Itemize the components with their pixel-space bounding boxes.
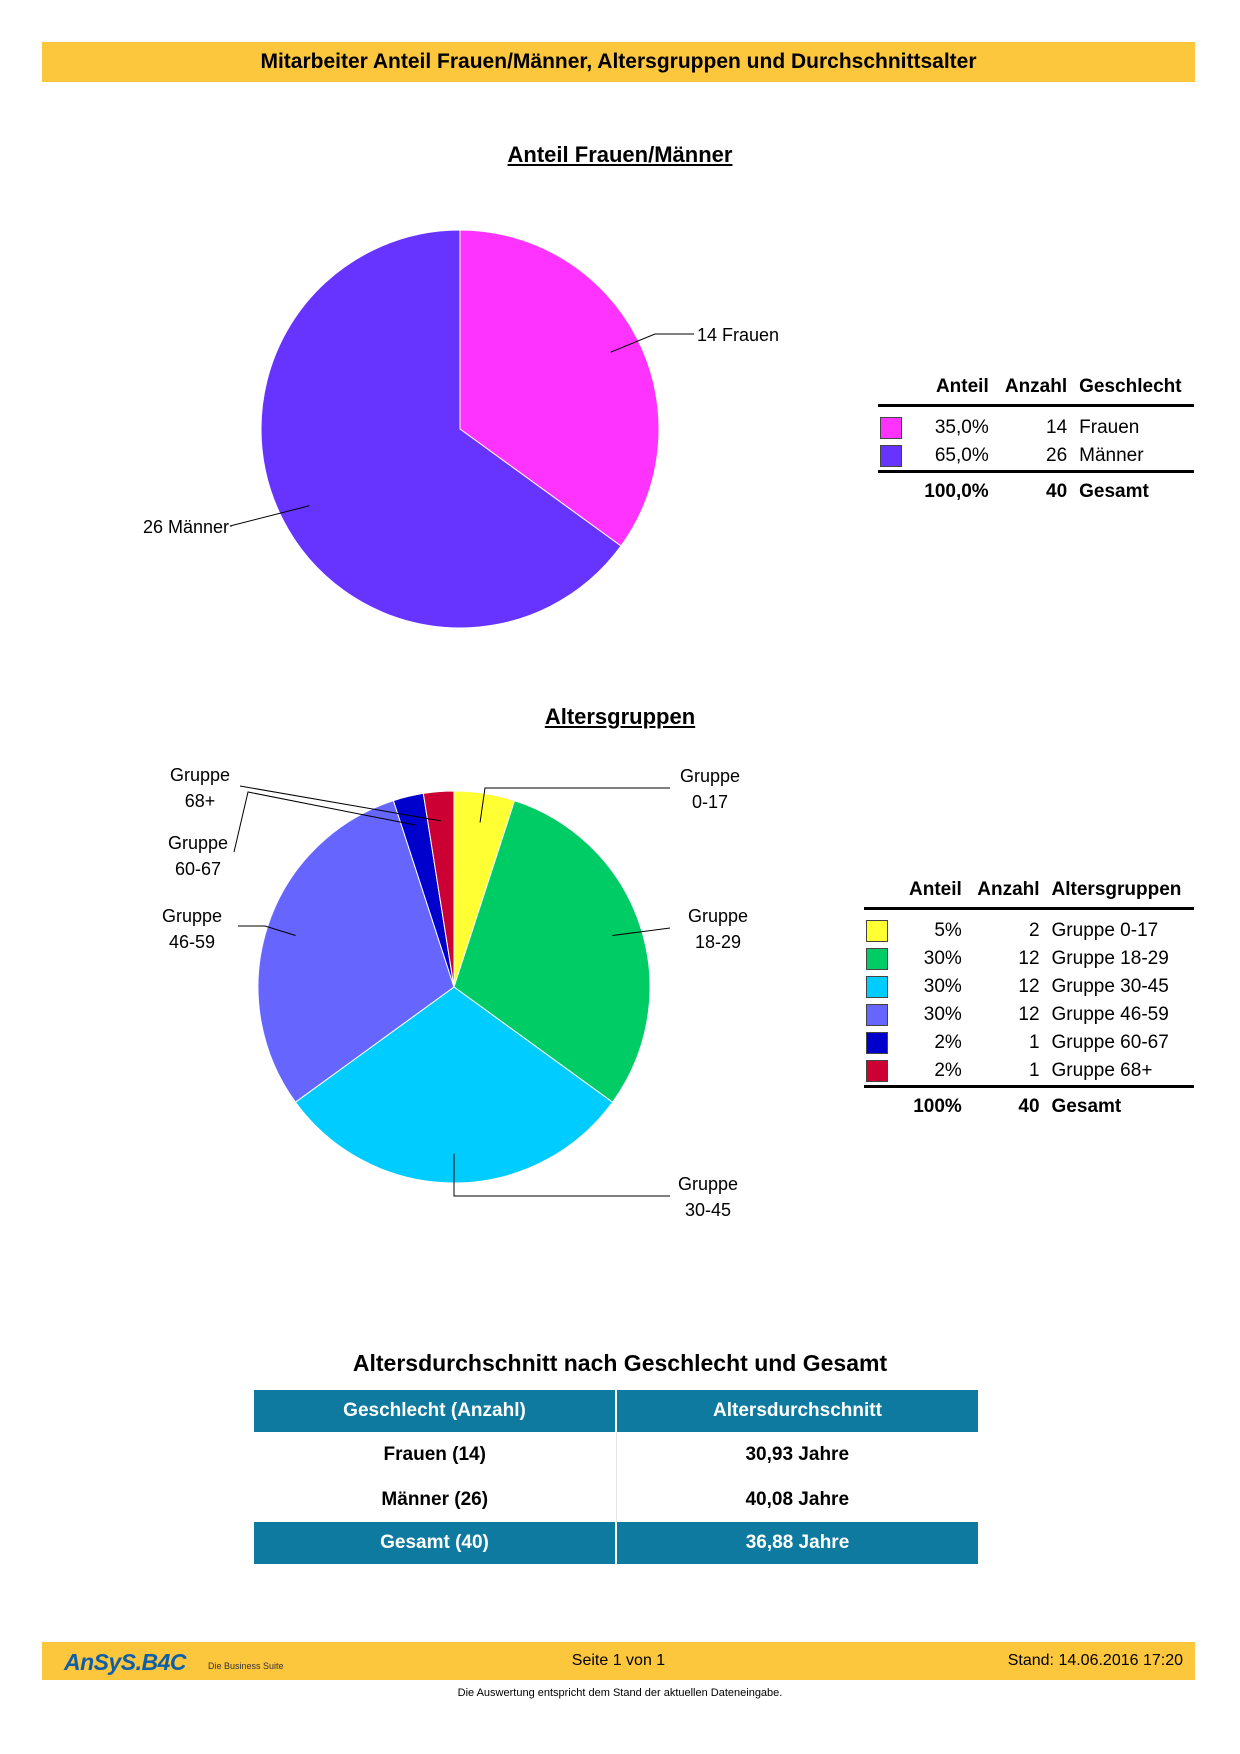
legend-header-anteil: Anteil xyxy=(914,374,995,406)
avg-total-group: Gesamt (40) xyxy=(254,1522,616,1564)
legend-row xyxy=(864,1001,1194,1029)
legend-header-geschlecht: Geschlecht xyxy=(1073,374,1194,406)
pie-label-1: Gruppe xyxy=(687,906,749,926)
legend-row xyxy=(864,973,1194,1001)
legend-total-anteil: 100,0% xyxy=(914,472,995,507)
pie-label-2: 30-45 xyxy=(684,1200,732,1220)
legend-anteil: 30% xyxy=(923,976,962,997)
legend-anzahl: 1 xyxy=(1028,1032,1040,1053)
footer-bar xyxy=(42,1642,1195,1680)
legend-anteil: 65,0% xyxy=(934,445,989,466)
legend-header-anzahl: Anzahl xyxy=(995,374,1073,406)
legend-row xyxy=(864,945,1194,973)
legend-header-anzahl: Anzahl xyxy=(968,877,1046,909)
avg-group: Männer (26) xyxy=(254,1477,616,1522)
report-title: Mitarbeiter Anteil Frauen/Männer, Altersgruppen und Durchschnittsalter xyxy=(260,50,977,73)
avg-header-value: Altersdurchschnitt xyxy=(616,1390,978,1432)
legend-swatch xyxy=(866,976,888,998)
pie-label-5: Gruppe xyxy=(169,765,231,785)
legend-anzahl: 1 xyxy=(1028,1060,1040,1081)
legend-anzahl: 12 xyxy=(1018,948,1040,969)
legend-total-anteil: 100% xyxy=(900,1087,968,1122)
pie-label-3: Gruppe xyxy=(161,906,223,926)
legend-total-name: Gesamt xyxy=(1046,1087,1194,1122)
avg-value: 30,93 Jahre xyxy=(745,1443,850,1465)
legend-name: Gruppe 68+ xyxy=(1051,1060,1153,1081)
legend-anzahl: 12 xyxy=(1018,1004,1040,1025)
legend-row xyxy=(864,909,1194,946)
legend-anzahl: 12 xyxy=(1018,976,1040,997)
legend-name: Frauen xyxy=(1079,417,1140,438)
legend-header-spacer xyxy=(864,877,900,909)
legend-total-name: Gesamt xyxy=(1073,472,1194,507)
legend-name: Gruppe 18-29 xyxy=(1051,948,1169,969)
legend-anteil: 2% xyxy=(934,1032,962,1053)
legend-header-anteil: Anteil xyxy=(900,877,968,909)
avg-row-total xyxy=(254,1522,978,1564)
pie-label-0: 0-17 xyxy=(691,792,729,812)
pie-label-3: 46-59 xyxy=(168,932,216,952)
pie-label-4: Gruppe xyxy=(167,833,229,853)
pie-label-5: 68+ xyxy=(184,791,216,811)
legend-row xyxy=(864,1057,1194,1087)
legend-swatch xyxy=(866,948,888,970)
avg-group: Frauen (14) xyxy=(254,1432,616,1477)
average-table-title: Altersdurchschnitt nach Geschlecht und Gesamt xyxy=(352,1350,888,1376)
legend-header-altersgruppen: Altersgruppen xyxy=(1046,877,1194,909)
pie-label-1: 26 Männer xyxy=(142,517,229,537)
legend-swatch xyxy=(866,1004,888,1026)
pie-label-0: Gruppe xyxy=(679,766,741,786)
report-timestamp: Stand: 14.06.2016 17:20 xyxy=(1007,1652,1183,1669)
legend-row xyxy=(864,1029,1194,1057)
legend-anteil: 5% xyxy=(934,920,962,941)
footer-tagline: Die Business Suite xyxy=(208,1661,284,1671)
avg-total-value: 36,88 Jahre xyxy=(616,1522,978,1564)
legend-swatch xyxy=(866,920,888,942)
gender-chart-title: Anteil Frauen/Männer xyxy=(507,142,733,167)
legend-anzahl: 26 xyxy=(1046,445,1068,466)
pie-label-4: 60-67 xyxy=(174,859,222,879)
avg-header-group: Geschlecht (Anzahl) xyxy=(254,1390,616,1432)
legend-anzahl: 14 xyxy=(1046,417,1068,438)
legend-anteil: 30% xyxy=(923,1004,962,1025)
footer-note: Die Auswertung entspricht dem Stand der aktuellen Dateneingabe. xyxy=(457,1687,783,1699)
legend-swatch xyxy=(866,1032,888,1054)
legend-total-row xyxy=(864,1087,1194,1122)
age-legend-table xyxy=(864,877,1194,1121)
pie-label-0: 14 Frauen xyxy=(697,325,780,345)
legend-name: Gruppe 60-67 xyxy=(1051,1032,1169,1053)
legend-swatch xyxy=(866,1060,888,1082)
legend-anteil: 35,0% xyxy=(934,417,989,438)
pie-label-1: 18-29 xyxy=(694,932,742,952)
legend-total-anzahl: 40 xyxy=(968,1087,1046,1122)
avg-row-frauen xyxy=(254,1432,978,1477)
legend-name: Gruppe 46-59 xyxy=(1051,1004,1169,1025)
page-number: Seite 1 von 1 xyxy=(571,1652,666,1669)
legend-name: Gruppe 0-17 xyxy=(1051,920,1159,941)
legend-anzahl: 2 xyxy=(1028,920,1040,941)
legend-name: Gruppe 30-45 xyxy=(1051,976,1169,997)
ansys-logo: AnSyS.B4C xyxy=(64,1649,187,1675)
legend-anteil: 2% xyxy=(934,1060,962,1081)
legend-name: Männer xyxy=(1079,445,1144,466)
avg-value: 40,08 Jahre xyxy=(745,1488,850,1510)
legend-anteil: 30% xyxy=(923,948,962,969)
legend-total-anzahl: 40 xyxy=(995,472,1073,507)
avg-row-maenner xyxy=(254,1477,978,1522)
average-table xyxy=(254,1390,978,1564)
pie-label-2: Gruppe xyxy=(677,1174,739,1194)
age-chart-title: Altersgruppen xyxy=(544,704,696,729)
